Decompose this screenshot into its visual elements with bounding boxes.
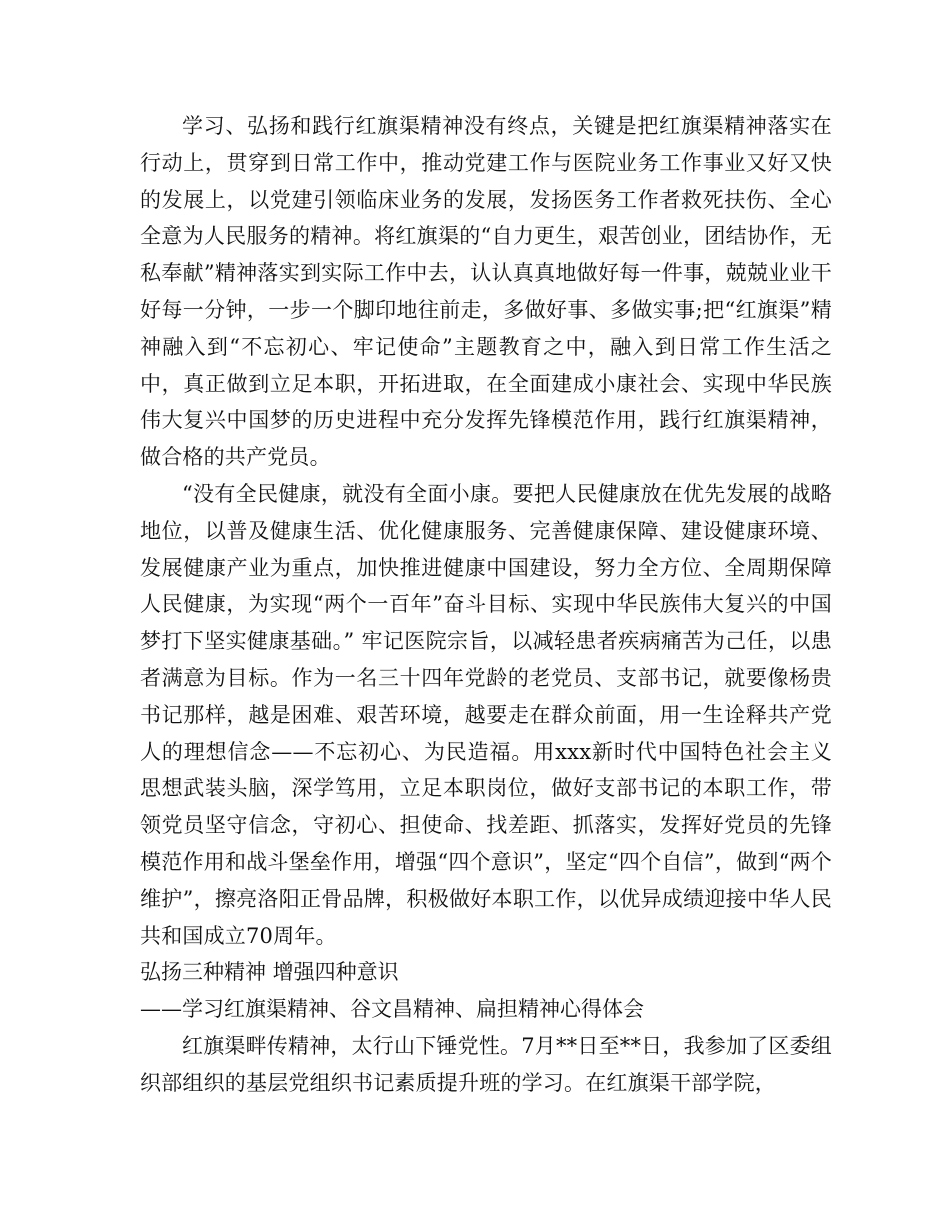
section-subtitle: ——学习红旗渠精神、谷文昌精神、扁担精神心得体会 [140, 997, 644, 1022]
paragraph-study-trip: 红旗渠畔传精神，太行山下锤党性。7月**日至**日，我参加了区委组织部组织的基层党组织书记素质提升班的学习。在红旗渠干部学院， [140, 1033, 832, 1095]
section-title: 弘扬三种精神 增强四种意识 [140, 960, 399, 985]
paragraph-national-health: “没有全民健康，就没有全面小康。要把人民健康放在优先发展的战略地位，以普及健康生活、优化健康服务、完善健康保障、建设健康环境、发展健康产业为重点，加快推进健康中国建设，努力全方位、全周期保障人民健康，为实现“两个一百年”奋斗目标、实现中华民族伟大复兴的中国梦打下坚实健康基础。” 牢记医院宗旨，以减轻患者疾病痛苦为己任，以患者满意为目标。作为一名三十四年党龄的老党员、支部书记，就要像杨贵书记那样，越是困难、艰苦环境，越要走在群众前面，用一生诠释共产党人的理想信念——不忘初心、为民造福。用xxx新时代中国特色社会主义思想武装头脑，深学笃用，立足本职岗位，做好支部书记的本职工作，带领党员坚守信念，守初心、担使命、找差距、抓落实，发挥好党员的先锋模范作用和战斗堡垒作用，增强“四个意识”，坚定“四个自信”，做到“两个维护”，擦亮洛阳正骨品牌，积极做好本职工作，以优异成绩迎接中华人民共和国成立70周年。 [140, 481, 832, 948]
document-page [140, 108, 832, 1102]
paragraph-red-flag-canal-spirit: 学习、弘扬和践行红旗渠精神没有终点，关键是把红旗渠精神落实在行动上，贯穿到日常工作中，推动党建工作与医院业务工作事业又好又快的发展上，以党建引领临床业务的发展，发扬医务工作者救死扶伤、全心全意为人民服务的精神。将红旗渠的“自力更生，艰苦创业，团结协作，无私奉献”精神落实到实际工作中去，认认真真地做好每一件事，兢兢业业干好每一分钟，一步一个脚印地往前走，多做好事、多做实事;把“红旗渠”精神融入到“不忘初心、牢记使命”主题教育之中，融入到日常工作生活之中，真正做到立足本职，开拓进取，在全面建成小康社会、实现中华民族伟大复兴中国梦的历史进程中充分发挥先锋模范作用，践行红旗渠精神，做合格的共产党员。 [140, 114, 832, 470]
